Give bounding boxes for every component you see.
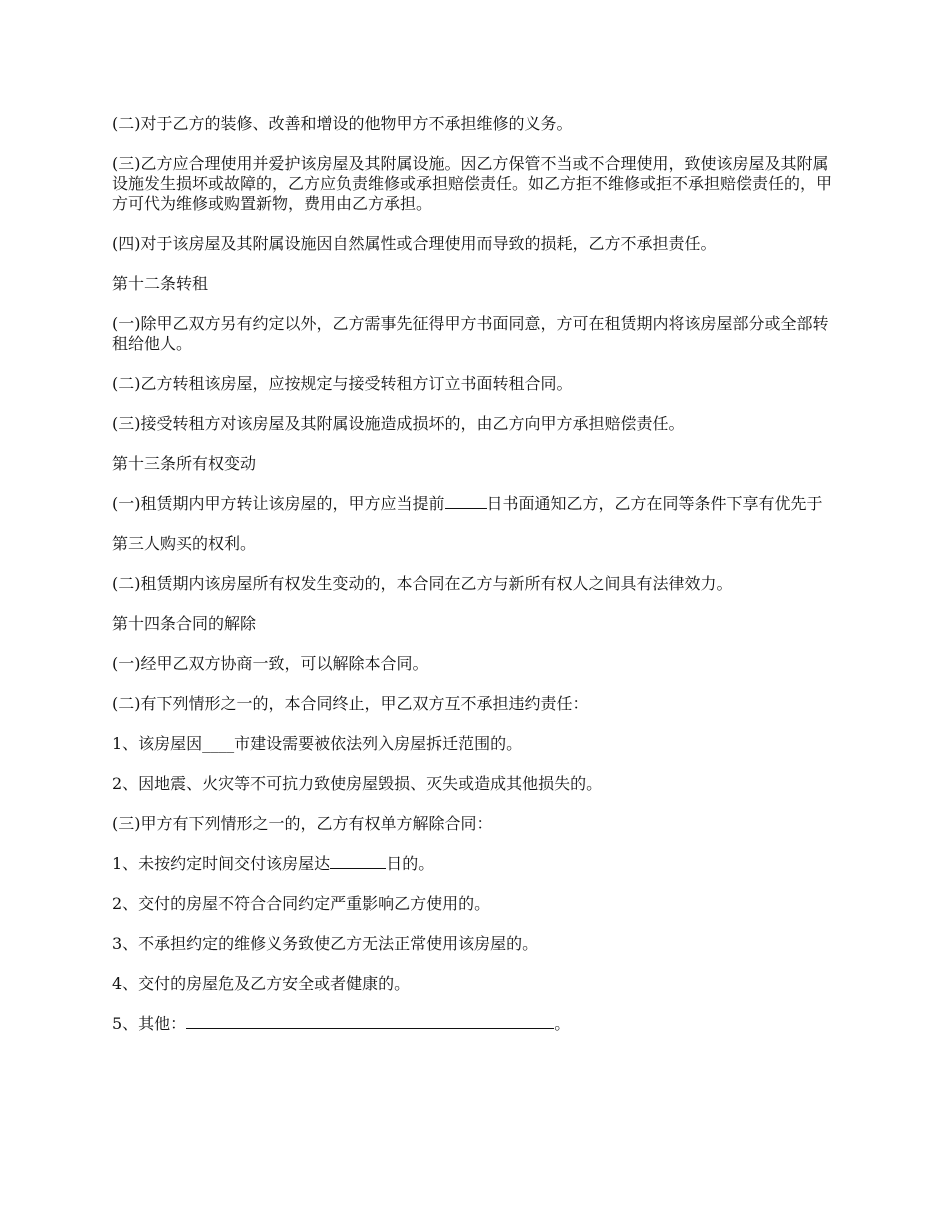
clause-text: (三)接受转租方对该房屋及其附属设施造成损坏的，由乙方向甲方承担赔偿责任。 xyxy=(112,414,685,433)
clause-text-part: 。 xyxy=(554,1014,571,1033)
clause-text-part: (一)租赁期内甲方转让该房屋的，甲方应当提前 xyxy=(112,494,445,513)
clause-text: (二)有下列情形之一的，本合同终止，甲乙双方互不承担违约责任： xyxy=(112,694,589,713)
clause-text: (一)经甲乙双方协商一致，可以解除本合同。 xyxy=(112,654,429,673)
clause-transfer xyxy=(112,494,842,514)
clause-text: (二)对于乙方的装修、改善和增设的他物甲方不承担维修的义务。 xyxy=(112,114,573,133)
clause-text: (二)租赁期内该房屋所有权发生变动的，本合同在乙方与新所有权人之间具有法律效力。 xyxy=(112,574,733,593)
clause-text-part: 日的。 xyxy=(386,854,435,873)
clause-text: 1、该房屋因____市建设需要被依法列入房屋拆迁范围的。 xyxy=(112,734,523,753)
article-heading-12: 第十二条转租 xyxy=(112,274,209,293)
article-heading-13: 第十三条所有权变动 xyxy=(112,454,257,473)
clause-text: 2、因地震、火灾等不可抗力致使房屋毁损、灭失或造成其他损失的。 xyxy=(112,774,603,793)
clause-text: 第三人购买的权利。 xyxy=(112,534,257,553)
clause-text: (四)对于该房屋及其附属设施因自然属性或合理使用而导致的损耗，乙方不承担责任。 xyxy=(112,234,717,253)
clause-text-part: 1、未按约定时间交付该房屋达 xyxy=(112,854,331,873)
clause-text: (一)除甲乙双方另有约定以外，乙方需事先征得甲方书面同意，方可在租赁期内将该房屋部分或全部转租给他人。 xyxy=(112,314,829,353)
fill-in-blank xyxy=(186,1014,554,1029)
clause-other xyxy=(112,1014,842,1034)
clause-text: 3、不承担约定的维修义务致使乙方无法正常使用该房屋的。 xyxy=(112,934,539,953)
clause-text: 4、交付的房屋危及乙方安全或者健康的。 xyxy=(112,974,411,993)
clause-text: (二)乙方转租该房屋，应按规定与接受转租方订立书面转租合同。 xyxy=(112,374,573,393)
article-heading-14: 第十四条合同的解除 xyxy=(112,614,257,633)
clause-text-part: 5、其他： xyxy=(112,1014,187,1033)
clause-delay xyxy=(112,854,842,874)
clause-text: (三)乙方应合理使用并爱护该房屋及其附属设施。因乙方保管不当或不合理使用，致使该房屋及其附属设施发生损坏或故障的，乙方应负责维修或承担赔偿责任。如乙方拒不维修或拒不承担赔偿责任的，甲方可代为维修或购置新物，费用由乙方承担。 xyxy=(112,154,833,213)
fill-in-blank xyxy=(330,854,386,869)
clause-text: 2、交付的房屋不符合合同约定严重影响乙方使用的。 xyxy=(112,894,491,913)
contract-page xyxy=(112,114,842,1054)
clause-text: (三)甲方有下列情形之一的，乙方有权单方解除合同： xyxy=(112,814,493,833)
clause-text-part: 日书面通知乙方，乙方在同等条件下享有优先于 xyxy=(486,494,823,513)
fill-in-blank xyxy=(445,494,487,509)
